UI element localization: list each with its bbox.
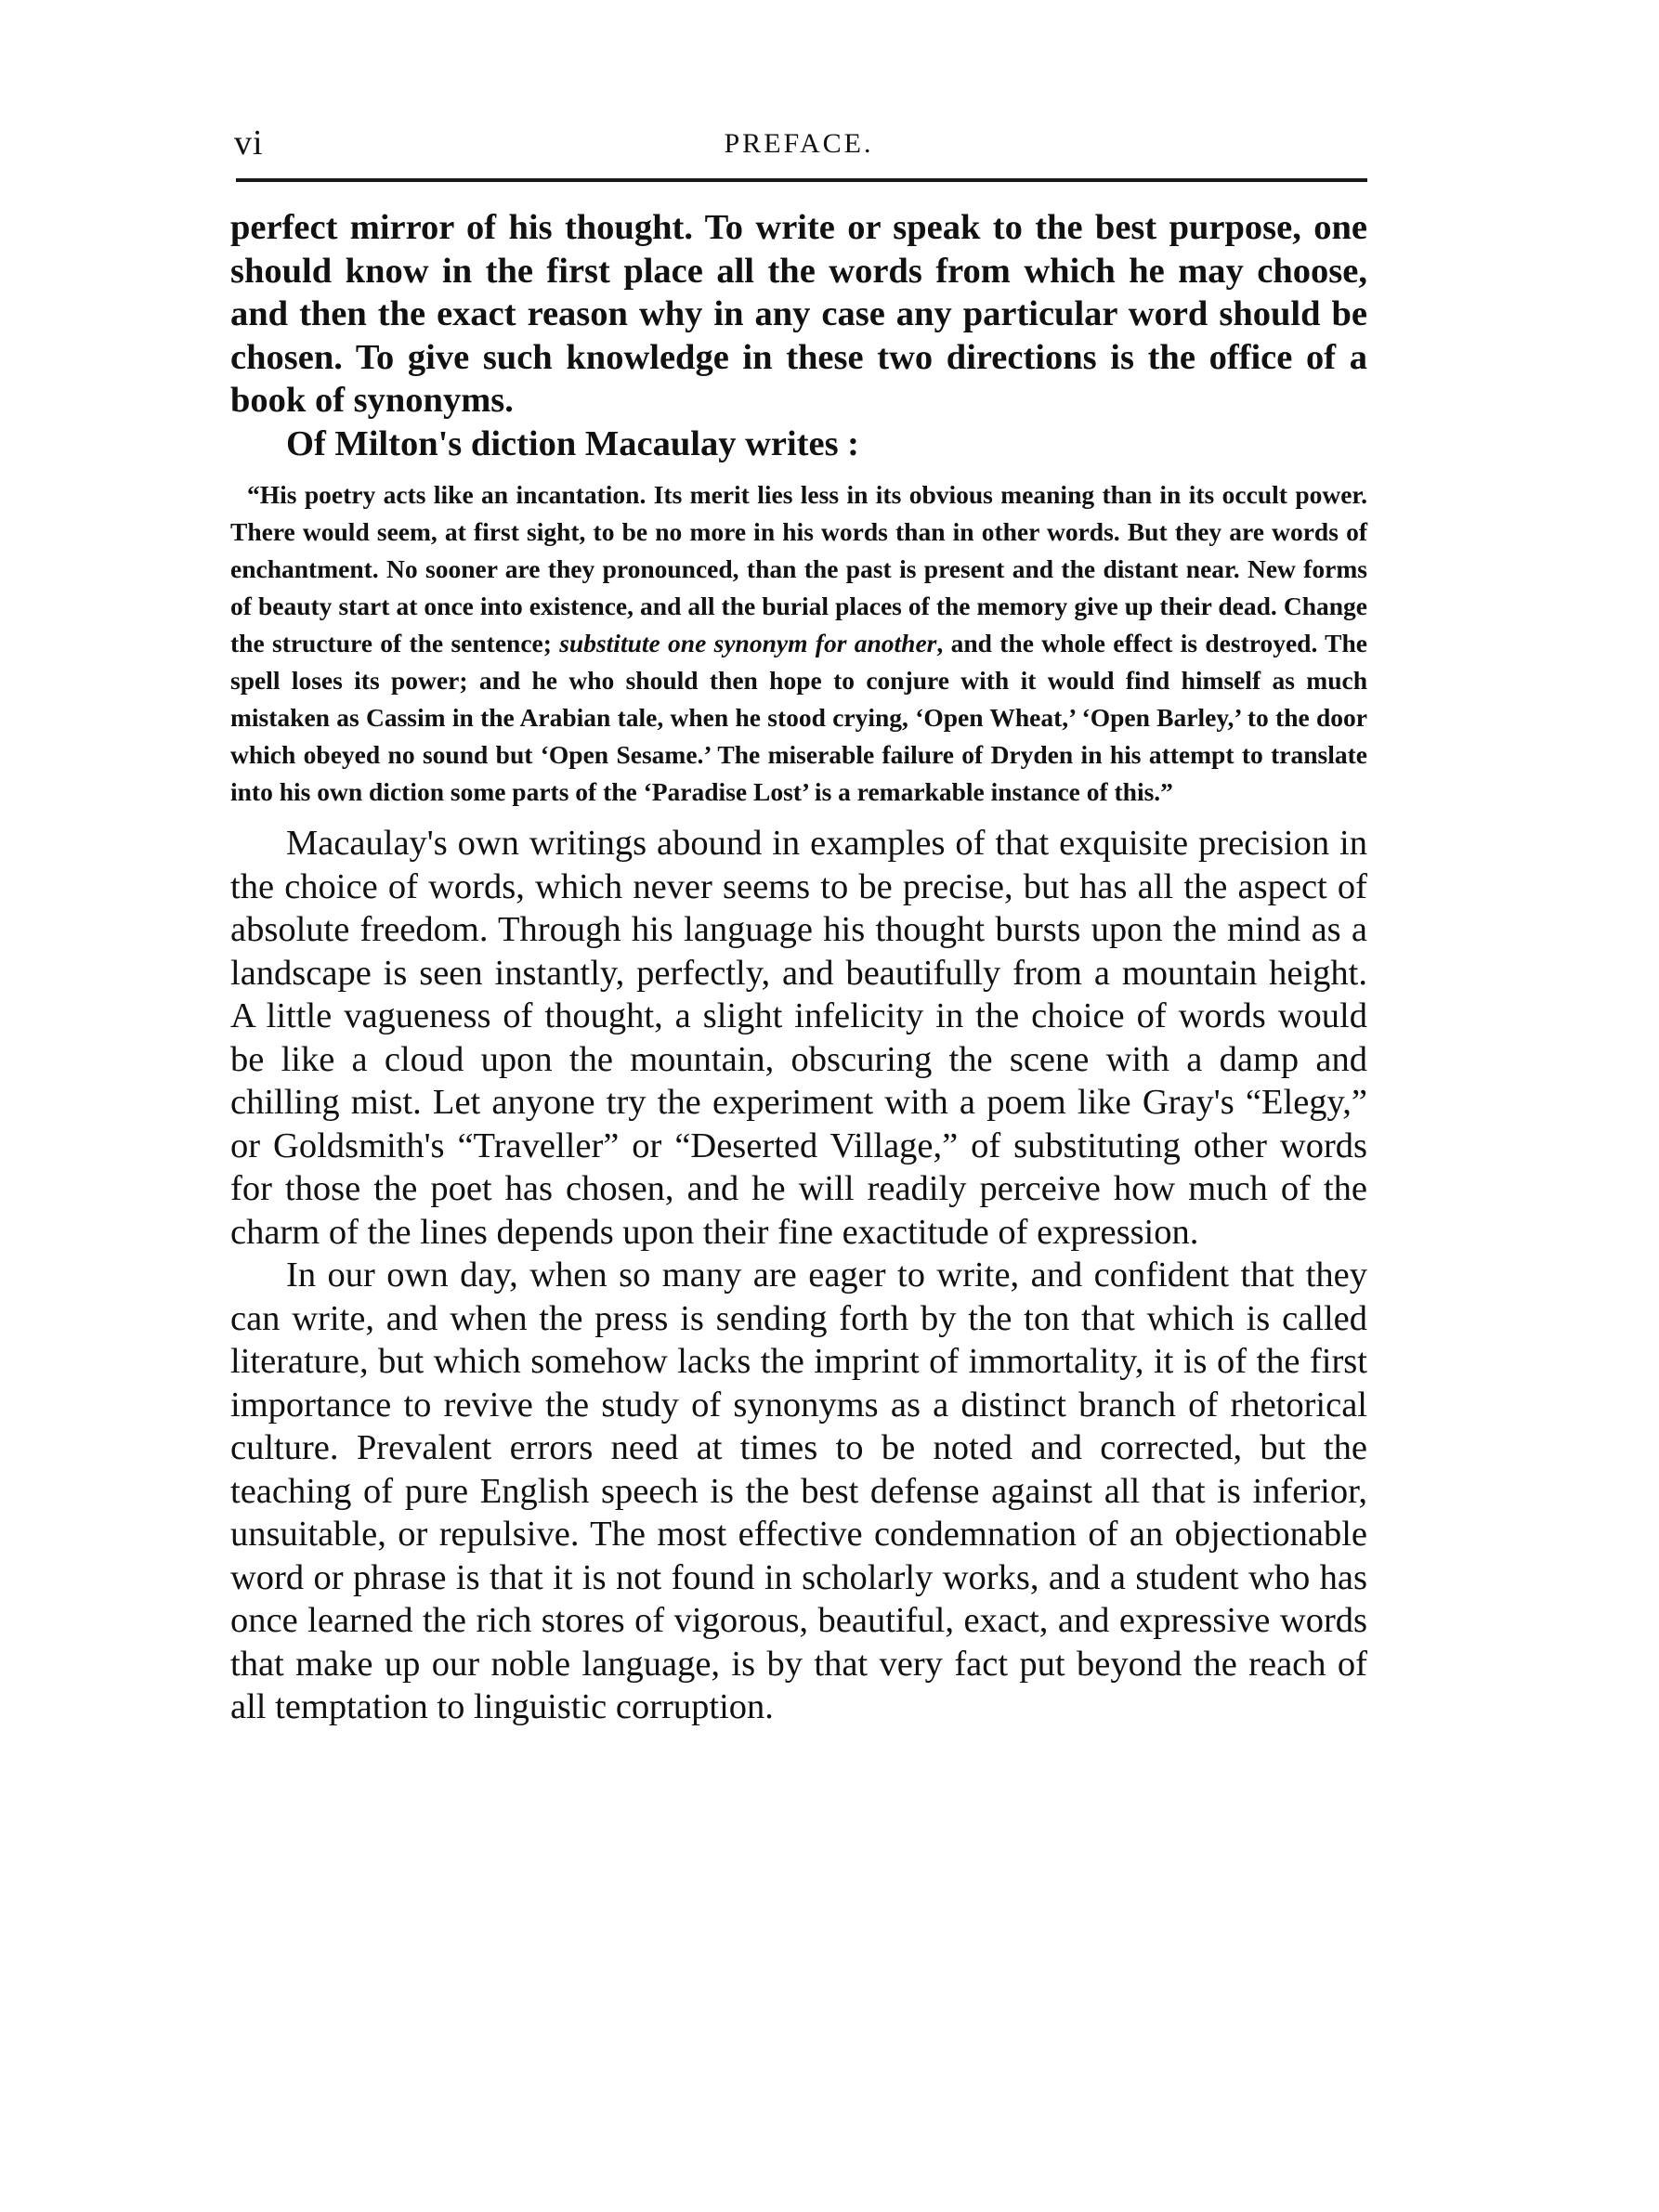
- book-page: [230, 117, 1367, 2123]
- body-text: [230, 206, 1367, 1729]
- paragraph-continued: perfect mirror of his thought. To write or speak to the best purpose, one should know in the first place all the words from which he may choose, and then the exact reason why in any case any particular word should be chosen. To give such knowledge in these two directions is the office of a book of synonyms.: [230, 208, 1367, 420]
- quote-text-part1: “His poetry acts like an incantation. Its merit lies less in its obvious meaning than in its occult power. There would seem, at first sight, to be no more in his words than in other words. But they are words of enchantment. No sooner are they pronounced, than the past is present and the distant near. New forms of beauty start at once into existence, and all the burial places of the memory give up their dead. Change the structure of the sentence;: [230, 480, 1367, 657]
- quote-emphasis: substitute one synonym for another: [559, 629, 937, 657]
- paragraph-macaulay-writings: Macaulay's own writings abound in examples of that exquisite precision in the choice of words, which never seems to be precise, but has all the aspect of absolute freedom. Through his language his thought bursts upon the mind as a landscape is seen instantly, perfectly, and beautifully from a mountain height. A little vagueness of thought, a slight infelicity in the choice of words would be like a cloud upon the mountain, obscuring the scene with a damp and chilling mist. Let anyone try the experiment with a poem like Gray's “Elegy,” or Goldsmith's “Traveller” or “Deserted Village,” of substituting other words for those the poet has chosen, and he will readily perceive how much of the charm of the lines depends upon their fine exactitude of expression.: [230, 824, 1367, 1252]
- paragraph-our-own-day: In our own day, when so many are eager to write, and confident that they can write, and when the press is sending forth by the ton that which is called literature, but which somehow lacks the imprint of immortality, it is of the first importance to revive the study of synonyms as a distinct branch of rhetorical culture. Prevalent errors need at times to be noted and corrected, but the teaching of pure English speech is the best defense against all that is inferior, unsuitable, or repulsive. The most effective condemnation of an objectionable word or phrase is that it is not found in scholarly works, and a student who has once learned the rich stores of vigorous, beautiful, exact, and expressive words that make up our noble language, is by that very fact put beyond the reach of all temptation to linguistic corruption.: [230, 1256, 1367, 1726]
- page-header: [230, 117, 1367, 173]
- block-quote-macaulay: [230, 476, 1367, 811]
- page-number: vi: [234, 124, 264, 163]
- quote-text-part2: , and the whole effect is destroyed. The spell loses its power; and he who should then hope to conjure with it would find himself as much mistaken as Cassim in the Arabian tale, when he stood crying, ‘Open Wheat,’ ‘Open Barley,’ to the door which obeyed no sound but ‘Open Sesame.’ The miserable failure of Dryden in his attempt to translate into his own diction some parts of the ‘Paradise Lost’ is a remarkable instance of this.”: [230, 629, 1367, 806]
- running-title: PREFACE.: [724, 128, 874, 159]
- paragraph-milton-intro: Of Milton's diction Macaulay writes :: [286, 423, 859, 463]
- header-rule: [236, 178, 1367, 182]
